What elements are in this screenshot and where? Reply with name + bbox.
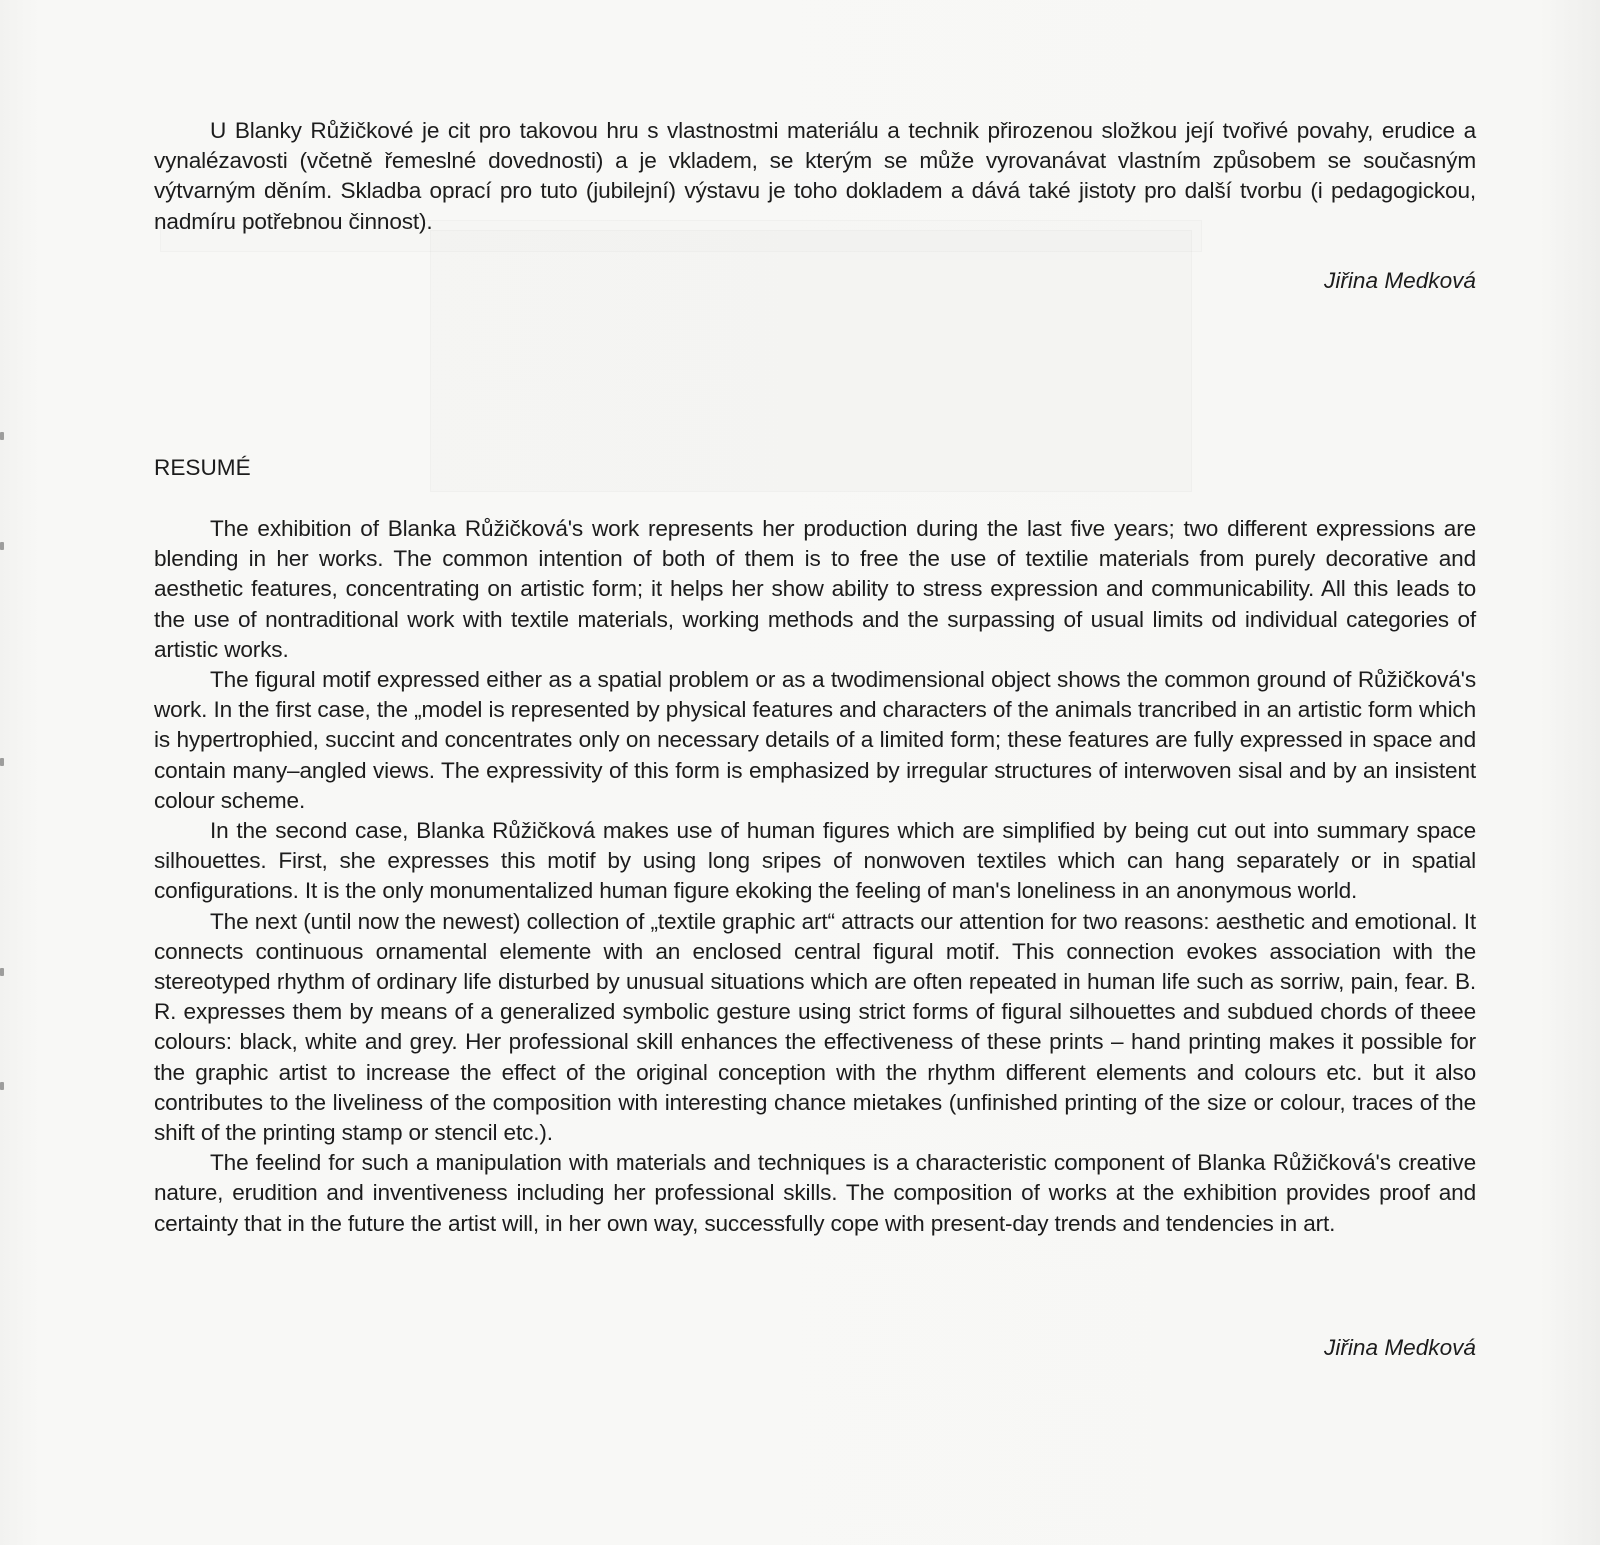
binding-mark xyxy=(0,968,4,976)
binding-mark xyxy=(0,542,4,550)
resume-signature: Jiřina Medková xyxy=(1324,1335,1476,1360)
binding-mark xyxy=(0,432,4,440)
resume-paragraph: In the second case, Blanka Růžičková makes use of human figures which are simplified by being cut out into summary space silhouettes. First, she expresses this motif by using long sripes of nonwoven textiles which can hang separately or in spatial configurations. It is the only monumentalized human figure ekoking the feeling of man's loneliness in an anonymous world. xyxy=(154,818,1476,904)
binding-mark xyxy=(0,758,4,766)
czech-paragraph: U Blanky Růžičkové je cit pro takovou hru s vlastnostmi materiálu a technik přirozenou složkou její tvořivé povahy, erudice a vynalézavosti (včetně řemeslné dovednosti) a je vkladem, se kterým se může vyrovanávat vlastním způsobem se současným výtvarným děním. Skladba oprací pro tuto (jubilejní) výstavu je toho dokladem a dává také jistoty pro další tvorbu (i pedagogickou, nadmíru potřebnou činnost). xyxy=(154,118,1476,234)
binding-mark xyxy=(0,1082,4,1090)
resume-heading: RESUMÉ xyxy=(154,455,251,480)
resume-paragraph: The exhibition of Blanka Růžičková's work represents her production during the last five years; two different expressions are blending in her works. The common intention of both of them is to free the use of textilie materials from purely decorative and aesthetic features, concentrating on artistic form; it helps her show ability to stress expression and communicability. All this leads to the use of nontraditional work with textile materials, working methods and the surpassing of usual limits od individual categories of artistic works. xyxy=(154,516,1476,662)
resume-paragraph: The feelind for such a manipulation with materials and techniques is a characteristic component of Blanka Růžičková's creative nature, erudition and inventiveness including her professional skills. The composition of works at the exhibition provides proof and certainty that in the future the artist will, in her own way, successfully cope with present-day trends and tendencies in art. xyxy=(154,1150,1476,1236)
czech-signature: Jiřina Medková xyxy=(1324,268,1476,293)
resume-body xyxy=(154,514,1476,1239)
czech-paragraph-block xyxy=(154,116,1476,237)
resume-paragraph: The next (until now the newest) collection of „textile graphic art“ attracts our attention for two reasons: aesthetic and emotional. It connects continuous ornamental elemente with an enclosed central figural motif. This connection evokes association with the stereotyped rhythm of ordinary life disturbed by unusual situations which are often repeated in human life such as sorriw, pain, fear. B. R. expresses them by means of a generalized symbolic gesture using strict forms of figural silhouettes and subdued chords of theee colours: black, white and grey. Her professional skill enhances the effectiveness of these prints – hand printing makes it possible for the graphic artist to increase the effect of the original conception with the rhythm different elements and colours etc. but it also contributes to the liveliness of the composition with interesting chance mietakes (unfinished printing of the size or colour, traces of the shift of the printing stamp or stencil etc.). xyxy=(154,908,1476,1146)
show-through-artwork xyxy=(430,230,1192,492)
resume-paragraph: The figural motif expressed either as a spatial problem or as a twodimensional object shows the common ground of Růžičková's work. In the first case, the „model is represented by physical features and characters of the animals trancribed in an artistic form which is hypertrophied, succint and concentrates only on necessary details of a limited form; these features are fully expressed in space and contain many–angled views. The expressivity of this form is emphasized by irregular structures of interwoven sisal and by an insistent colour scheme. xyxy=(154,667,1476,813)
